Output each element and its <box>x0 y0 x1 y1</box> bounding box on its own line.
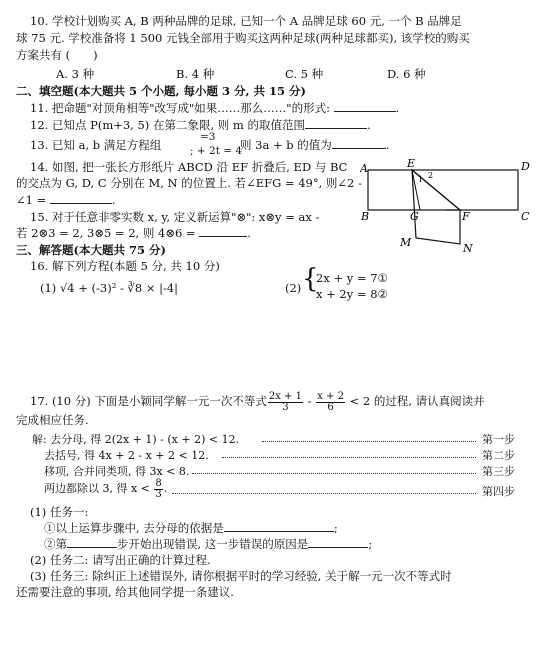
q14-line3-wrap: ∠1 = . <box>16 193 116 207</box>
q13-eq1: =3 <box>200 131 216 143</box>
q11-prompt: 11. 把命题"对顶角相等"改写成"如果……那么……"的形式: <box>30 101 334 115</box>
q17-task1-a-blank[interactable] <box>224 521 334 532</box>
q17-task1-b-step-blank[interactable] <box>67 537 117 548</box>
q17-task3-line2: 还需要注意的事项, 给其他同学提一条建议. <box>16 585 234 599</box>
folded-rectangle-figure <box>360 158 530 260</box>
q14-line3: ∠1 = <box>16 193 50 207</box>
q11-answer-blank[interactable] <box>334 101 396 112</box>
q13-answer-blank[interactable] <box>332 138 386 149</box>
q16-title: 16. 解下列方程(本题 5 分, 共 10 分) <box>30 259 220 273</box>
q17-task1-b-wrap: ②第 步开始出现错误, 这一步错误的原因是 ; <box>44 537 373 551</box>
q17-frac2: $\frac{x + 2}{6}$ <box>317 390 344 413</box>
label-angle-2: 2 <box>428 171 434 180</box>
q14-line1: 14. 如图, 把一张长方形纸片 ABCD 沿 EF 折叠后, ED 与 BC <box>30 160 348 174</box>
q17-intro: 17. (10 分) 下面是小颖同学解一元一次不等式 $\frac{2x + 1}{3}$ - $\frac{x + 2}{6}$ < 2 的过程, 请认真阅读并 <box>30 390 485 413</box>
q17-task2: (2) 任务二: 请写出正确的计算过程. <box>30 553 211 567</box>
q17-step3-label: 第三步 <box>482 465 515 478</box>
label-f: F <box>462 210 470 223</box>
q15-line2: 若 2⊗3 = 2, 3⊗5 = 2, 则 4⊗6 = <box>16 226 200 240</box>
q16-part2-eq2: x + 2y = 8② <box>316 287 388 301</box>
q17-line2: 完成相应任务. <box>16 413 89 427</box>
label-b: B <box>361 210 370 223</box>
label-n: N <box>463 242 473 255</box>
q14-line2: 的交点为 G, D, C 分别在 M, N 的位置上. 若∠EFG = 49°, 则∠2 - <box>16 176 362 190</box>
leader-3 <box>192 473 476 474</box>
q17-step2: 去括号, 得 4x + 2 - x + 2 < 12. <box>44 449 209 462</box>
q17-step4: 两边都除以 3, 得 x < $\frac{8}{3}$ . <box>44 477 168 500</box>
q17-intro-post: < 2 的过程, 请认真阅读并 <box>345 394 485 408</box>
q10-line1: 10. 学校计划购买 A, B 两种品牌的足球, 已知一个 A 品牌足球 60 元, 一个 B 品牌足 <box>30 14 462 28</box>
section3-title: 三、解答题(本大题共 75 分) <box>16 243 166 257</box>
leader-2 <box>222 457 476 458</box>
q13-suffix: 则 3a + b 的值为 <box>240 138 332 152</box>
q13-eq2: ; + 2t = 4 <box>190 145 243 157</box>
q17-task1-a-wrap: ①以上运算步骤中, 去分母的依据是 ; <box>44 521 338 535</box>
q17-task1-a: ①以上运算步骤中, 去分母的依据是 <box>44 521 224 535</box>
q17-step2-label: 第二步 <box>482 449 515 462</box>
q17-intro-pre: 17. (10 分) 下面是小颖同学解一元一次不等式 <box>30 394 267 408</box>
q17-step4-frac: $\frac{8}{3}$ <box>155 477 162 500</box>
q17-step4-label: 第四步 <box>482 485 515 498</box>
q14-answer-blank[interactable] <box>50 193 112 204</box>
q10-option-c: C. 5 种 <box>285 67 324 81</box>
label-d: D <box>521 160 530 173</box>
label-e: E <box>407 158 416 170</box>
q17-task1-title: (1) 任务一: <box>30 505 89 519</box>
q16-part2-label: (2) <box>285 281 302 295</box>
rectangle-abcd <box>368 170 518 210</box>
label-g: G <box>410 210 419 223</box>
q16-system-brace: { <box>302 264 319 294</box>
q15-line2-wrap: 若 2⊗3 = 2, 3⊗5 = 2, 则 4⊗6 = . <box>16 226 251 240</box>
q13-prompt: 13. 已知 a, b 满足方程组 <box>30 138 162 152</box>
leader-1 <box>262 441 476 442</box>
q10-option-d: D. 6 种 <box>387 67 426 81</box>
q17-step3: 移项, 合并同类项, 得 3x < 8. <box>44 465 190 478</box>
label-angle-1: 1 <box>418 175 424 184</box>
q17-task1-b-reason-blank[interactable] <box>308 537 368 548</box>
q17-task3-line1: (3) 任务三: 除纠正上述错误外, 请你根据平时的学习经验, 关于解一元一次不等式时 <box>30 569 452 583</box>
q10-option-a: A. 3 种 <box>56 67 95 81</box>
q15-line1: 15. 对于任意非零实数 x, y, 定义新运算"⊗": x⊗y = ax - <box>30 210 320 224</box>
q16-part1: (1) √4 + (-3)² - ∛8 × |-4| <box>40 281 179 295</box>
q10-option-b: B. 4 种 <box>176 67 215 81</box>
q10-line2: 球 75 元. 学校准备将 1 500 元钱全部用于购买这两种足球(两种足球都买), 该学校的购买 <box>16 31 470 45</box>
q17-step1-label: 第一步 <box>482 433 515 446</box>
q12-prompt: 12. 已知点 P(m+3, 5) 在第二象限, 则 m 的取值范围 <box>30 118 305 132</box>
q11-text: 11. 把命题"对顶角相等"改写成"如果……那么……"的形式: . <box>30 101 400 115</box>
q17-frac1: $\frac{2x + 1}{3}$ <box>268 390 302 413</box>
q15-answer-blank[interactable] <box>199 226 247 237</box>
label-a: A <box>360 162 368 175</box>
label-c: C <box>521 210 530 223</box>
q12-text: 12. 已知点 P(m+3, 5) 在第二象限, 则 m 的取值范围 . <box>30 118 371 132</box>
q13-suffix-wrap: 则 3a + b 的值为 . <box>240 138 390 152</box>
q10-line3: 方案共有 ( ) <box>16 48 98 62</box>
q12-answer-blank[interactable] <box>305 118 367 129</box>
q16-part2-eq1: 2x + y = 7① <box>316 271 388 285</box>
q17-step1: 解: 去分母, 得 2(2x + 1) - (x + 2) < 12. <box>32 433 240 446</box>
label-m: M <box>400 236 412 249</box>
section2-title: 二、填空题(本大题共 5 个小题, 每小题 3 分, 共 15 分) <box>16 84 306 98</box>
leader-4 <box>172 493 476 494</box>
